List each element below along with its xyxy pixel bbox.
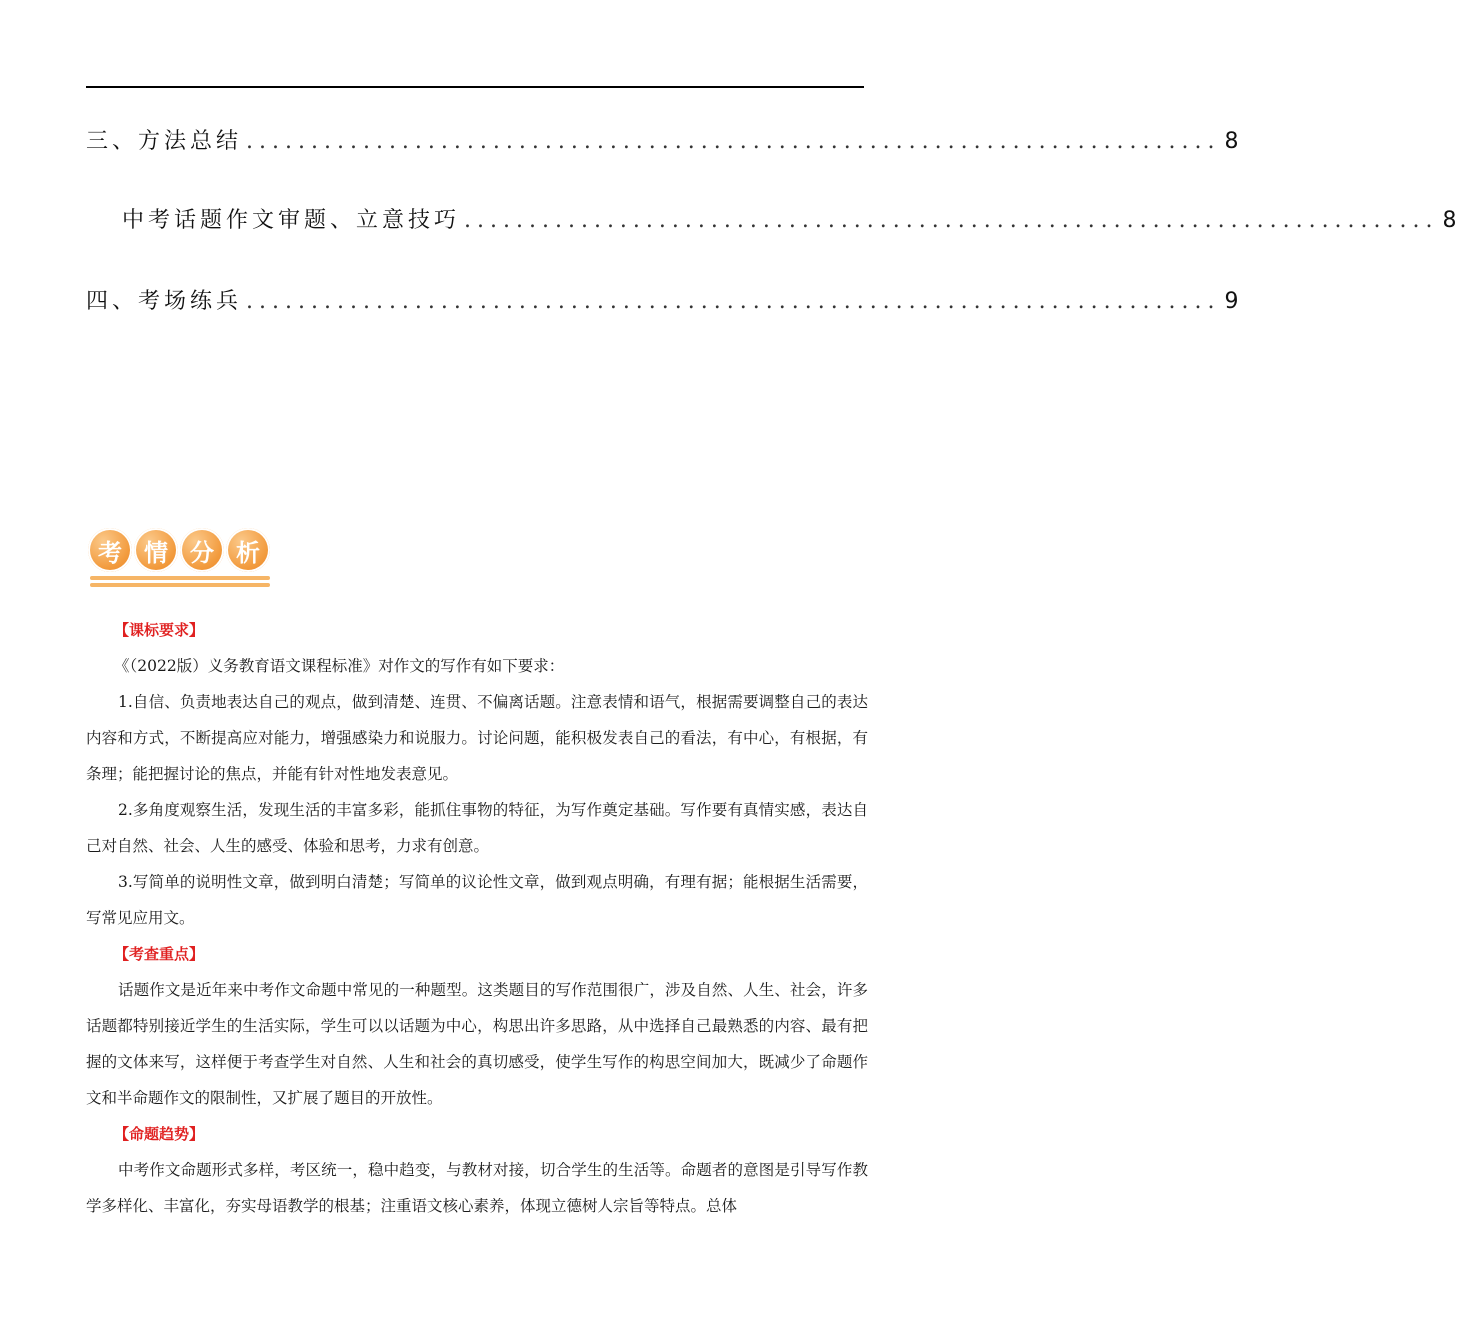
toc-entry-topic-skills[interactable] — [122, 203, 1457, 243]
toc-entry-title: 三、方法总结 — [86, 129, 243, 154]
paragraph: 1.自信、负责地表达自己的观点，做到清楚、连贯、不偏离话题。注意表情和语气，根据需要调整自己的表达内容和方式，不断提高应对能力，增强感染力和说服力。讨论问题，能积极发表自己的看法，有中心，有根据，有条理；能把握讨论的焦点，并能有针对性地发表意见。 — [86, 693, 868, 783]
toc-leader-dots: ........................................................................... — [246, 129, 1221, 154]
toc-entry-title: 四、考场练兵 — [86, 289, 243, 314]
paragraph: 3.写简单的说明性文章，做到明白清楚；写简单的议论性文章，做到观点明确，有理有据；能根据生活需要，写常见应用文。 — [86, 873, 868, 927]
paragraph: 2.多角度观察生活，发现生活的丰富多彩，能抓住事物的特征，为写作奠定基础。写作要有真情实感，表达自己对自然、社会、人生的感受、体验和思考，力求有创意。 — [86, 801, 868, 855]
toc-entry-method-summary[interactable] — [86, 124, 1239, 164]
paragraph: 《（2022版）义务教育语文课程标准》对作文的写作有如下要求： — [114, 657, 565, 675]
paragraph: 话题作文是近年来中考作文命题中常见的一种题型。这类题目的写作范围很广，涉及自然、人生、社会，许多话题都特别接近学生的生活实际，学生可以以话题为中心，构思出许多思路，从中选择自己最熟悉的内容、最有把握的文体来写，这样便于考查学生对自然、人生和社会的真切感受，使学生写作的构思空间加大，既减少了命题作文和半命题作文的限制性，又扩展了题目的开放性。 — [86, 981, 868, 1107]
toc-entry-page: 9 — [1224, 289, 1239, 314]
exam-analysis-banner — [86, 524, 276, 594]
section-heading: 【考查重点】 — [114, 945, 205, 963]
banner-stripe — [90, 583, 270, 587]
banner-char-badge: 析 — [226, 528, 270, 572]
banner-char-badge: 考 — [88, 528, 132, 572]
toc-leader-dots: ........................................................................... — [464, 208, 1439, 233]
toc-entry-page: 8 — [1442, 208, 1457, 233]
banner-char-badge: 情 — [134, 528, 178, 572]
toc-entry-title: 中考话题作文审题、立意技巧 — [122, 208, 461, 233]
analysis-content — [86, 612, 868, 1224]
top-rule — [86, 86, 864, 88]
toc-entry-page: 8 — [1224, 129, 1239, 154]
section-heading: 【课标要求】 — [114, 621, 205, 639]
toc-leader-dots: ........................................................................... — [246, 289, 1221, 314]
paragraph: 中考作文命题形式多样，考区统一，稳中趋变，与教材对接，切合学生的生活等。命题者的意图是引导写作教学多样化、丰富化，夯实母语教学的根基；注重语文核心素养，体现立德树人宗旨等特点。总体 — [86, 1161, 868, 1215]
banner-stripe — [90, 576, 270, 580]
section-heading: 【命题趋势】 — [114, 1125, 205, 1143]
toc-entry-exam-practice[interactable] — [86, 284, 1239, 324]
banner-char-badge: 分 — [180, 528, 224, 572]
